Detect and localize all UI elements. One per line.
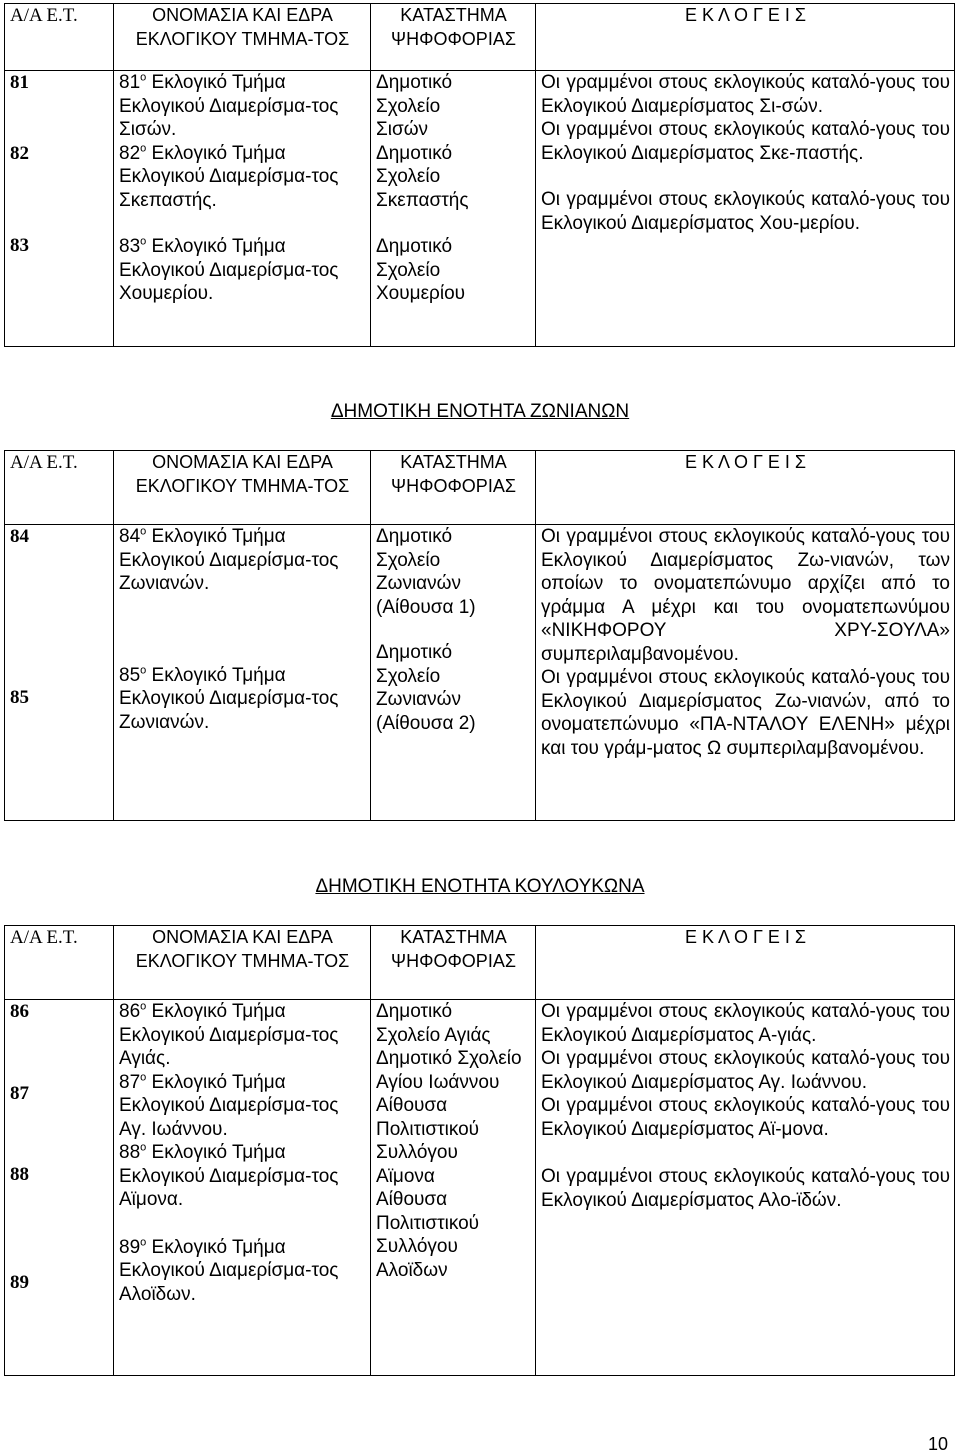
polling-station: Δημοτικό Σχολείο Σισών	[376, 72, 453, 140]
section-name: $86^o$ Εκλογικό Τμήμα Εκλογικού Διαμερίσμα-τος Αγιάς.	[119, 1000, 339, 1069]
row-names	[114, 1000, 371, 1376]
election-desc: Οι γραμμένοι στους εκλογικούς καταλό-γους του Εκλογικού Διαμερίσματος Χου-μερίου.	[541, 189, 950, 234]
section-name: $81^o$ Εκλογικό Τμήμα Εκλογικού Διαμερίσμα-τος Σισών.	[119, 71, 339, 140]
row-number: 85	[10, 686, 29, 708]
polling-table-1	[4, 3, 955, 347]
section-name: $89^o$ Εκλογικό Τμήμα Εκλογικού Διαμερίσμα-τος Αλοϊδων.	[119, 1236, 339, 1305]
row-number: 84	[10, 526, 29, 547]
row-stores	[371, 525, 536, 821]
header-name: ΟΝΟΜΑΣΙΑ ΚΑΙ ΕΔΡΑ ΕΚΛΟΓΙΚΟΥ ΤΜΗΜΑ-ΤΟΣ	[114, 926, 371, 1000]
header-name: ΟΝΟΜΑΣΙΑ ΚΑΙ ΕΔΡΑ ΕΚΛΟΓΙΚΟΥ ΤΜΗΜΑ-ΤΟΣ	[114, 4, 371, 71]
polling-station: Δημοτικό Σχολείο Σκεπαστής	[376, 142, 469, 211]
row-elections	[536, 71, 955, 347]
header-aa: Α/Α Ε.Τ.	[5, 4, 114, 71]
row-number: 83	[10, 235, 29, 256]
polling-table-2	[4, 450, 955, 821]
polling-station: Δημοτικό Σχολείο Αγιάς	[376, 1001, 491, 1046]
header-store: ΚΑΤΑΣΤΗΜΑ ΨΗΦΟΦΟΡΙΑΣ	[371, 4, 536, 71]
row-number: 88	[10, 1164, 29, 1185]
polling-station: Δημοτικό Σχολείο Χουμερίου	[376, 236, 466, 304]
polling-station: Αίθουσα Πολιτιστικού Συλλόγου Αλοϊδων	[376, 1189, 480, 1281]
header-elections: Ε Κ Λ Ο Γ Ε Ι Σ	[536, 4, 955, 71]
election-desc: Οι γραμμένοι στους εκλογικούς καταλό-γους του Εκλογικού Διαμερίσματος Σκε-παστής.	[541, 119, 950, 164]
row-names	[114, 525, 371, 821]
table-row	[5, 1000, 955, 1376]
election-desc: Οι γραμμένοι στους εκλογικούς καταλό-γους του Εκλογικού Διαμερίσματος Σι-σών.	[541, 72, 950, 117]
header-aa: Α/Α Ε.Τ.	[5, 451, 114, 525]
header-elections: Ε Κ Λ Ο Γ Ε Ι Σ	[536, 451, 955, 525]
section-title-koulouknona: ΔΗΜΟΤΙΚΗ ΕΝΟΤΗΤΑ ΚΟΥΛΟΥΚΩΝΑ	[315, 876, 645, 897]
row-numbers	[5, 1000, 114, 1376]
polling-station: Δημοτικό Σχολείο Αγίου Ιωάννου	[376, 1048, 522, 1093]
election-desc: Οι γραμμένοι στους εκλογικούς καταλό-γους του Εκλογικού Διαμερίσματος Αλο-ϊδών.	[541, 1166, 950, 1211]
election-desc: Οι γραμμένοι στους εκλογικούς καταλό-γους του Εκλογικού Διαμερίσματος Αγ. Ιωάννου.	[541, 1048, 950, 1093]
row-number: 89	[10, 1271, 29, 1293]
election-desc: Οι γραμμένοι στους εκλογικούς καταλό-γους του Εκλογικού Διαμερίσματος Ζω-νιανών, των οποίων το ονοματεπώνυμο αρχίζει από το γράμμα Α μέχρι και του ονοματεπωνύμου «ΝΙΚΗΦΟΡΟΥ ΧΡΥ-ΣΟΥΛΑ» συμπεριλαμβανομένου.	[541, 526, 950, 665]
header-store: ΚΑΤΑΣΤΗΜΑ ΨΗΦΟΦΟΡΙΑΣ	[371, 451, 536, 525]
section-name: $84^o$ Εκλογικό Τμήμα Εκλογικού Διαμερίσμα-τος Ζωνιανών.	[119, 525, 339, 594]
row-number: 87	[10, 1082, 29, 1104]
section-name: $83^o$ Εκλογικό Τμήμα Εκλογικού Διαμερίσμα-τος Χουμερίου.	[119, 235, 339, 304]
polling-station: Αίθουσα Πολιτιστικού Συλλόγου Αϊμονα	[376, 1095, 480, 1187]
polling-station: Δημοτικό Σχολείο Ζωνιανών (Αίθουσα 1)	[376, 526, 476, 618]
row-names	[114, 71, 371, 347]
row-number: 86	[10, 1001, 29, 1022]
election-desc: Οι γραμμένοι στους εκλογικούς καταλό-γους του Εκλογικού Διαμερίσματος Α-γιάς.	[541, 1001, 950, 1046]
row-numbers	[5, 71, 114, 347]
table-header-row	[5, 926, 955, 1000]
section-name: $82^o$ Εκλογικό Τμήμα Εκλογικού Διαμερίσμα-τος Σκεπαστής.	[119, 142, 339, 211]
row-number: 82	[10, 142, 29, 164]
header-aa: Α/Α Ε.Τ.	[5, 926, 114, 1000]
polling-table-3	[4, 925, 955, 1376]
header-store: ΚΑΤΑΣΤΗΜΑ ΨΗΦΟΦΟΡΙΑΣ	[371, 926, 536, 1000]
table-row	[5, 525, 955, 821]
section-name: $85^o$ Εκλογικό Τμήμα Εκλογικού Διαμερίσμα-τος Ζωνιανών.	[119, 664, 339, 733]
row-elections	[536, 525, 955, 821]
page-number: 10	[927, 1434, 948, 1454]
table-header-row	[5, 451, 955, 525]
row-elections	[536, 1000, 955, 1376]
header-elections: Ε Κ Λ Ο Γ Ε Ι Σ	[536, 926, 955, 1000]
section-name: $88^o$ Εκλογικό Τμήμα Εκλογικού Διαμερίσμα-τος Αϊμονα.	[119, 1141, 339, 1210]
election-desc: Οι γραμμένοι στους εκλογικούς καταλό-γους του Εκλογικού Διαμερίσματος Ζω-νιανών, από το ονοματεπώνυμο «ΠΑ-ΝΤΑΛΟΥ ΕΛΕΝΗ» μέχρι και του γράμ-ματος Ω συμπεριλαμβανομένου.	[541, 667, 950, 759]
section-name: $87^o$ Εκλογικό Τμήμα Εκλογικού Διαμερίσμα-τος Αγ. Ιωάννου.	[119, 1071, 339, 1140]
row-number: 81	[10, 72, 29, 93]
election-desc: Οι γραμμένοι στους εκλογικούς καταλό-γους του Εκλογικού Διαμερίσματος Αϊ-μονα.	[541, 1095, 950, 1140]
row-numbers	[5, 525, 114, 821]
table-row	[5, 71, 955, 347]
polling-station: Δημοτικό Σχολείο Ζωνιανών (Αίθουσα 2)	[376, 642, 476, 734]
row-stores	[371, 71, 536, 347]
section-title-zonianon: ΔΗΜΟΤΙΚΗ ΕΝΟΤΗΤΑ ΖΩΝΙΑΝΩΝ	[330, 401, 630, 422]
header-name: ΟΝΟΜΑΣΙΑ ΚΑΙ ΕΔΡΑ ΕΚΛΟΓΙΚΟΥ ΤΜΗΜΑ-ΤΟΣ	[114, 451, 371, 525]
row-stores	[371, 1000, 536, 1376]
table-header-row	[5, 4, 955, 71]
